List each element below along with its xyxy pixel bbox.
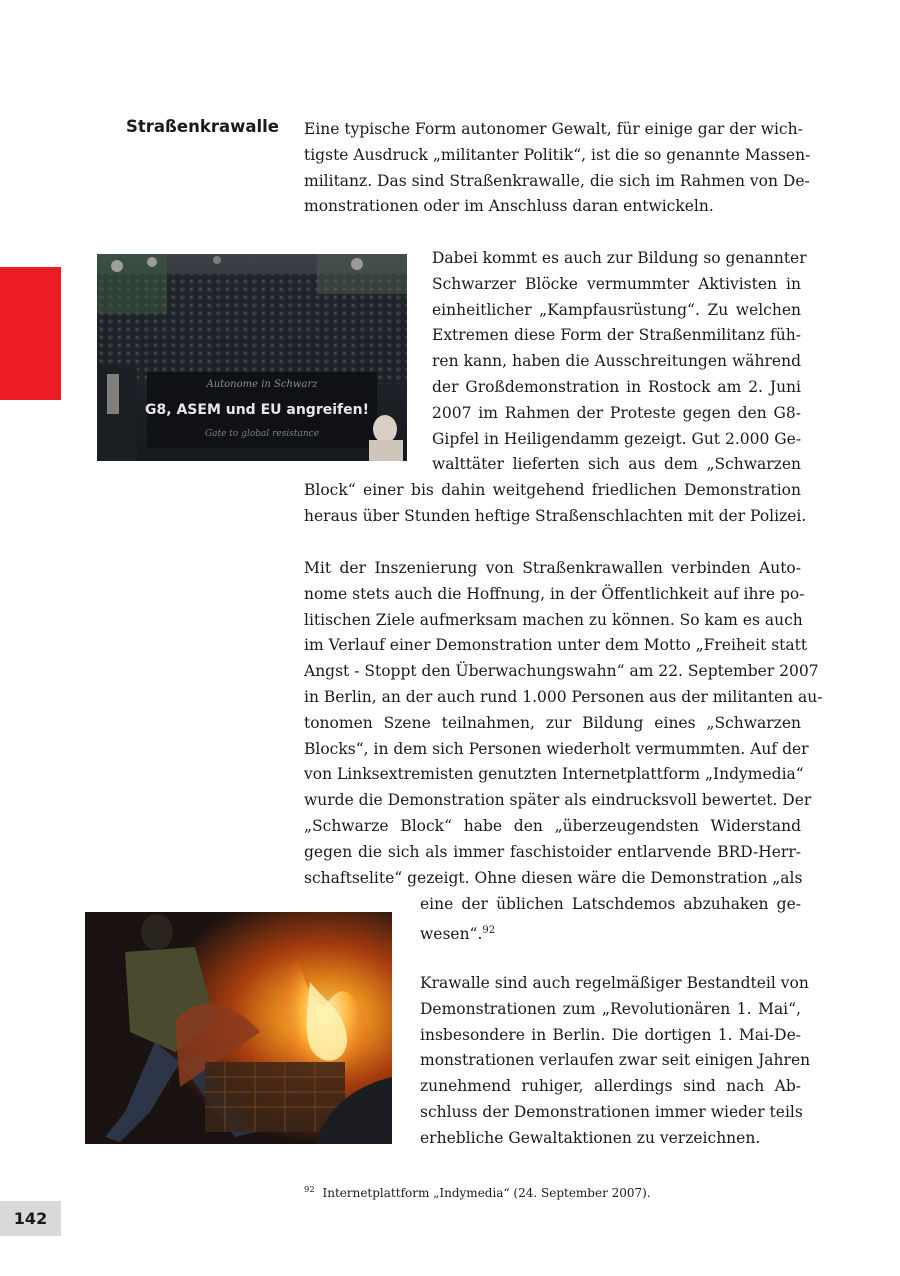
demonstration-crowd-image [97,254,407,461]
text-line: gegen die sich als immer faschistoider entlarvende BRD-Herr- [304,842,801,861]
text-line: von Linksextremisten genutzten Internetplattform „Indymedia“ [304,765,804,784]
text-line: Krawalle sind auch regelmäßiger Bestandteil von [420,974,809,992]
text-line: tonomen Szene teilnahmen, zur Bildung eines „Schwarzen [304,713,801,732]
text-line: walttäter lieferten sich aus dem „Schwarzen [432,455,801,474]
text-line: Angst - Stoppt den Überwachungswahn“ am 22. September 2007 [304,662,819,681]
text-line: Schwarzer Blöcke vermummter Aktivisten in [432,274,801,293]
banner-text-line-3: Gate to global resistance [204,429,320,439]
paragraph-intro [304,117,811,220]
text-line: ren kann, haben die Ausschreitungen während [432,352,801,371]
paragraph-may-day [420,971,811,1152]
footnote-reference: 92 [482,924,496,936]
footnote [304,1185,651,1200]
paragraph-media-strategy-continued [420,892,801,948]
text-line: militanz. Das sind Straßenkrawalle, die sich im Rahmen von De- [304,171,810,190]
text-line: Blocks“, in dem sich Personen wiederholt vermummten. Auf der [304,739,809,758]
photo-street-riot-fire [85,912,392,1144]
text-line: monstrationen verlaufen zwar seit einigen Jahren [420,1051,811,1070]
text-line: einheitlicher „Kampfausrüstung“. Zu welchen [432,300,801,319]
photo-black-bloc-demonstration [97,254,407,461]
text-line: erhebliche Gewaltaktionen zu verzeichnen. [420,1128,761,1147]
paragraph-media-strategy [304,556,823,891]
text-line: heraus über Stunden heftige Straßenschlachten mit der Polizei. [304,506,807,525]
text-line: tigste Ausdruck „militanter Politik“, ist die so genannte Massen- [304,145,811,164]
text-line: der Großdemonstration in Rostock am 2. Juni [432,377,801,396]
text-line: litischen Ziele aufmerksam machen zu können. So kam es auch [304,610,803,629]
text-line: Mit der Inszenierung von Straßenkrawallen verbinden Auto- [304,559,801,577]
paragraph-black-blocs [432,246,807,478]
text-line: 2007 im Rahmen der Proteste gegen den G8- [432,403,801,422]
text-line: wurde die Demonstration später als eindrucksvoll bewertet. Der [304,791,812,810]
banner-text-line-2: G8, ASEM und EU angreifen! [145,402,369,418]
text-line: eine der üblichen Latschdemos abzuhaken ge- [420,895,801,913]
text-line: im Verlauf einer Demonstration unter dem Motto „Freiheit statt [304,636,808,655]
section-heading: Straßenkrawalle [126,117,279,136]
text-line: Eine typische Form autonomer Gewalt, für einige gar der wich- [304,120,803,138]
text-line: „Schwarze Block“ habe den „überzeugendsten Widerstand [304,816,801,835]
footnote-number: 92 [304,1185,315,1195]
text-line: in Berlin, an der auch rund 1.000 Personen aus der militanten au- [304,687,823,706]
section-color-tab [0,267,61,400]
page-number: 142 [0,1201,61,1236]
text-line: Extremen diese Form der Straßenmilitanz füh- [432,326,801,345]
text-line: wesen“.$^{92}$ [420,924,496,943]
text-line: Dabei kommt es auch zur Bildung so genannter [432,249,807,267]
text-line: monstrationen oder im Anschluss daran entwickeln. [304,197,714,216]
footnote-text: Internetplattform „Indymedia“ (24. September 2007). [322,1186,651,1200]
paragraph-black-blocs-continued [304,478,807,530]
banner-text-line-1: Autonome in Schwarz [206,379,318,390]
text-line: schaftselite“ gezeigt. Ohne diesen wäre die Demonstration „als [304,868,803,887]
text-line: Demonstrationen zum „Revolutionären 1. Mai“, [420,999,801,1018]
text-line: Gipfel in Heiligendamm gezeigt. Gut 2.000 Ge- [432,429,802,448]
text-line: schluss der Demonstrationen immer wieder teils [420,1102,803,1121]
text-line: insbesondere in Berlin. Die dortigen 1. Mai-De- [420,1025,801,1044]
text-line: zunehmend ruhiger, allerdings sind nach Ab- [420,1077,801,1096]
text-line: nome stets auch die Hoffnung, in der Öffentlichkeit auf ihre po- [304,584,805,603]
riot-fire-image [85,912,392,1144]
text-line: Block“ einer bis dahin weitgehend friedlichen Demonstration [304,481,801,499]
